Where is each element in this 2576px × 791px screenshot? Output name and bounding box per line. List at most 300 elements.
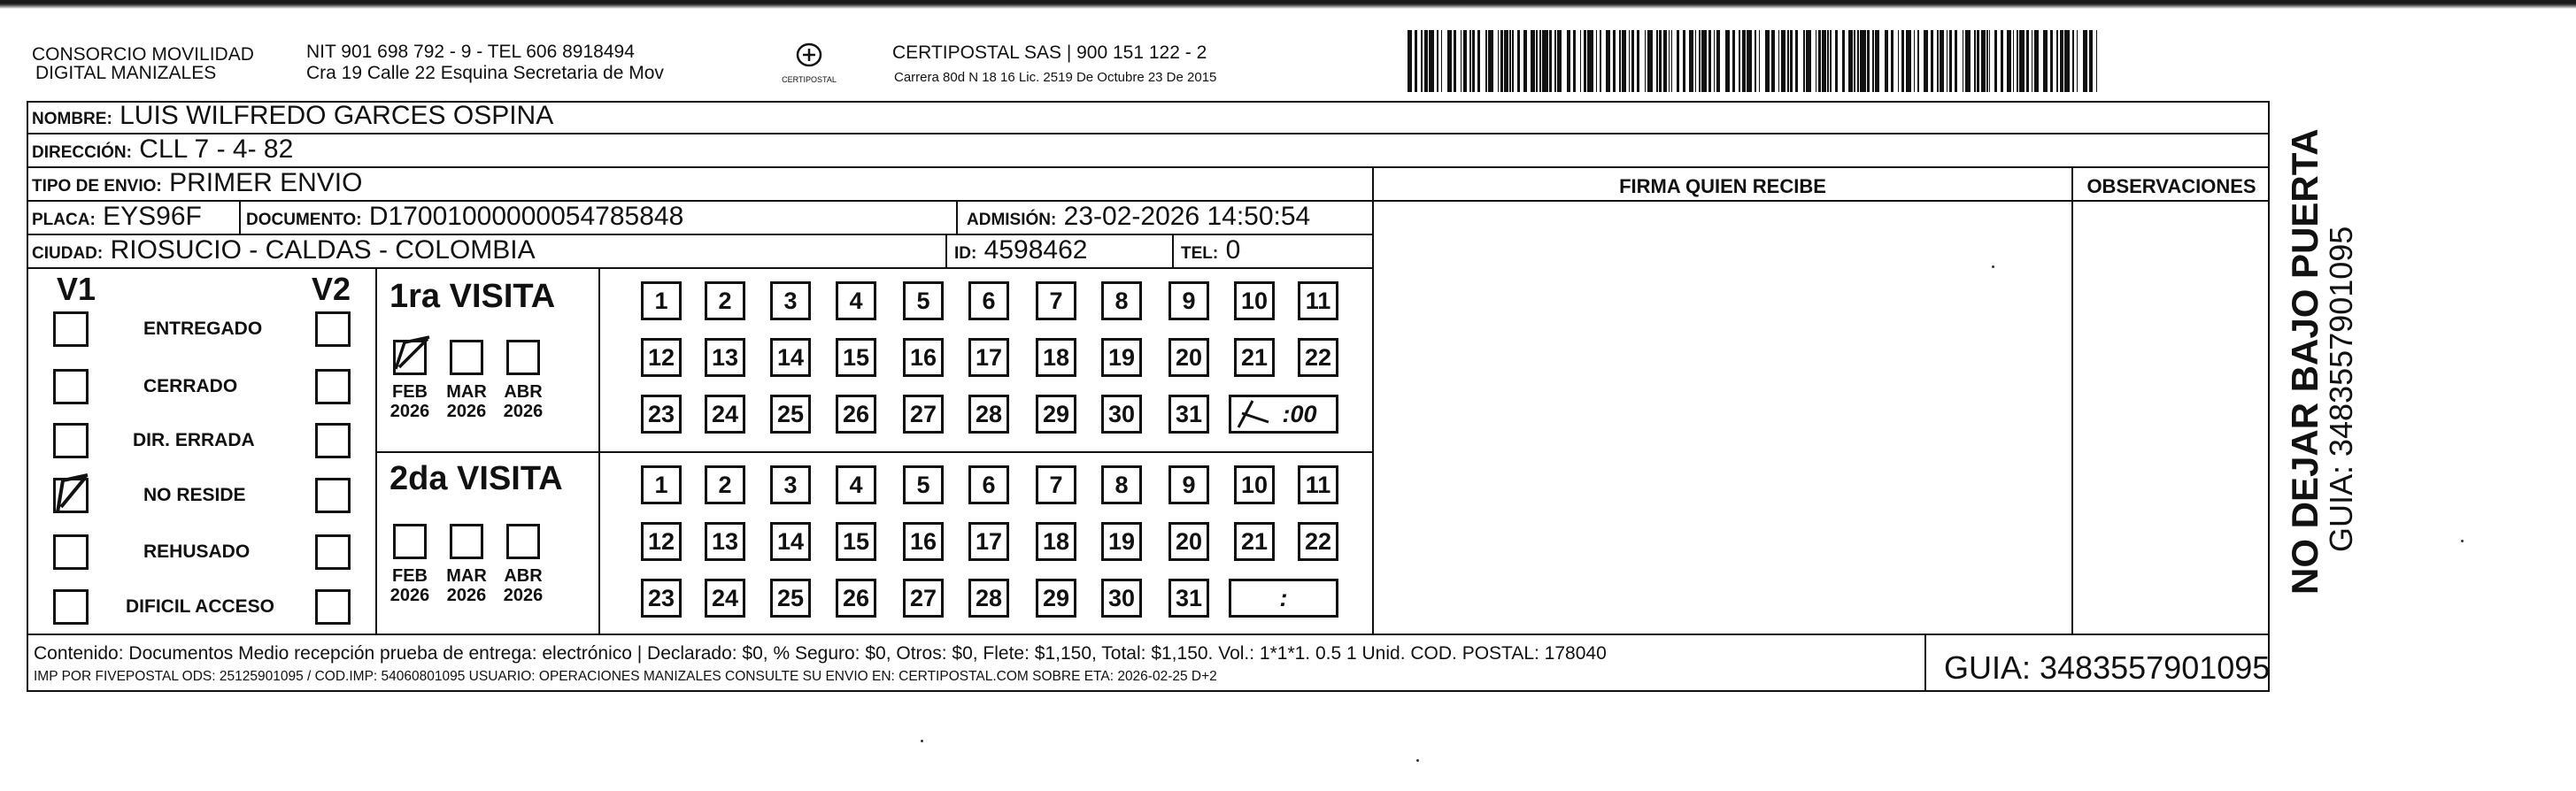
barcode-bar bbox=[1701, 30, 1707, 92]
v2-header: V2 bbox=[312, 271, 351, 307]
direccion-value: CLL 7 - 4- 82 bbox=[139, 134, 294, 164]
direccion-row bbox=[32, 134, 293, 168]
visit-2-day-24[interactable]: 24 bbox=[705, 579, 745, 618]
v2-checkbox-entregado[interactable] bbox=[315, 311, 351, 347]
visit-1-day-3[interactable]: 3 bbox=[770, 281, 811, 320]
barcode-bar bbox=[1803, 30, 1805, 92]
barcode-bar bbox=[1647, 30, 1653, 92]
visit-1-day-21[interactable]: 21 bbox=[1234, 338, 1275, 377]
ciudad-cell bbox=[32, 235, 536, 269]
visit-1-day-2[interactable]: 2 bbox=[705, 281, 745, 320]
month-year: 2026 bbox=[389, 402, 430, 421]
visit-2-day-23[interactable]: 23 bbox=[641, 579, 682, 618]
divider bbox=[956, 202, 958, 234]
status-label: ENTREGADO bbox=[143, 319, 263, 339]
barcode-bar bbox=[1795, 30, 1798, 92]
admision-label: ADMISIÓN: bbox=[967, 211, 1057, 229]
barcode-bar bbox=[1901, 30, 1904, 92]
barcode-bar bbox=[2017, 30, 2018, 92]
month-year: 2026 bbox=[389, 586, 430, 605]
certipostal-logo-icon bbox=[767, 39, 852, 88]
visit-2-day-11[interactable]: 11 bbox=[1298, 465, 1338, 504]
month-name: FEB bbox=[392, 382, 428, 402]
visit-1-day-9[interactable]: 9 bbox=[1168, 281, 1209, 320]
barcode bbox=[1408, 30, 2103, 92]
barcode-bar bbox=[1977, 30, 1979, 92]
scan-speck bbox=[1992, 265, 1994, 268]
barcode-bar bbox=[1488, 30, 1493, 92]
visit-1-day-17[interactable]: 17 bbox=[968, 338, 1009, 377]
visit-2-month-checkbox[interactable] bbox=[506, 524, 540, 559]
id-value: 4598462 bbox=[983, 235, 1088, 265]
barcode-bar bbox=[1587, 30, 1593, 92]
barcode-bar bbox=[1822, 30, 1826, 92]
barcode-bar bbox=[1517, 30, 1520, 92]
visit-2-day-17[interactable]: 17 bbox=[968, 522, 1009, 561]
divider bbox=[1172, 235, 1174, 267]
month-year: 2026 bbox=[446, 402, 487, 421]
tel-cell bbox=[1181, 235, 1240, 269]
barcode-bar bbox=[1955, 30, 1957, 92]
barcode-bar bbox=[1857, 30, 1859, 92]
barcode-bar bbox=[1622, 30, 1626, 92]
v1-header: V1 bbox=[57, 271, 96, 307]
ciudad-value: RIOSUCIO - CALDAS - COLOMBIA bbox=[110, 235, 536, 265]
barcode-bar bbox=[1747, 30, 1752, 92]
footer-contenido: Contenido: Documentos Medio recepción prueba de entrega: electrónico | Declarado: $0, % Seguro: $0, Otros: $0, Flete: $1,150, Total: $1,150. Vol.: 1*1*1. 0.5 1 Unid. COD. POSTAL: 178040 bbox=[34, 643, 1607, 664]
visit-2-month-label bbox=[383, 566, 436, 605]
visit-1-day-11[interactable]: 11 bbox=[1298, 281, 1338, 320]
barcode-bar bbox=[1504, 30, 1508, 92]
visit-2-day-30[interactable]: 30 bbox=[1101, 579, 1142, 618]
month-name: ABR bbox=[504, 566, 543, 586]
barcode-bar bbox=[1631, 30, 1634, 92]
barcode-bar bbox=[1931, 30, 1933, 92]
visit-1-day-19[interactable]: 19 bbox=[1101, 338, 1142, 377]
barcode-bar bbox=[1542, 30, 1547, 92]
barcode-bar bbox=[1549, 30, 1552, 92]
visit-1-month-checkbox[interactable] bbox=[450, 340, 483, 375]
barcode-bar bbox=[1415, 30, 1417, 92]
status-label: NO RESIDE bbox=[143, 485, 246, 505]
visit-2-day-27[interactable]: 27 bbox=[903, 579, 944, 618]
barcode-bar bbox=[1656, 30, 1658, 92]
barcode-bar bbox=[1619, 30, 1621, 92]
barcode-bar bbox=[1523, 30, 1526, 92]
barcode-bar bbox=[2026, 30, 2029, 92]
id-label: ID: bbox=[954, 244, 977, 263]
barcode-bar bbox=[1949, 30, 1952, 92]
barcode-bar bbox=[1790, 30, 1793, 92]
no-dejar-bajo-puerta: NO DEJAR BAJO PUERTA bbox=[2284, 128, 2325, 595]
visit-2-day-18[interactable]: 18 bbox=[1036, 522, 1076, 561]
barcode-bar bbox=[2043, 30, 2048, 92]
visit-time-value: : bbox=[1279, 585, 1288, 611]
barcode-bar bbox=[1759, 30, 1761, 92]
scan-speck bbox=[2461, 540, 2464, 542]
barcode-bar bbox=[2089, 30, 2092, 92]
tipo-row bbox=[32, 168, 362, 202]
barcode-bar bbox=[1739, 30, 1740, 92]
divider bbox=[27, 133, 2270, 134]
admision-value: 23-02-2026 14:50:54 bbox=[1063, 202, 1311, 231]
visit-1-day-8[interactable]: 8 bbox=[1101, 281, 1142, 320]
barcode-bar bbox=[1472, 30, 1475, 92]
visit-2-day-16[interactable]: 16 bbox=[903, 522, 944, 561]
barcode-bar bbox=[2060, 30, 2063, 92]
barcode-bar bbox=[1429, 30, 1434, 92]
barcode-bar bbox=[1645, 30, 1647, 92]
barcode-bar bbox=[1827, 30, 1829, 92]
v2-checkbox-dificil-acceso[interactable] bbox=[315, 589, 351, 625]
barcode-bar bbox=[1500, 30, 1503, 92]
status-label: REHUSADO bbox=[143, 541, 251, 562]
barcode-bar bbox=[1689, 30, 1693, 92]
barcode-bar bbox=[1554, 30, 1556, 92]
visit-2-day-28[interactable]: 28 bbox=[968, 579, 1009, 618]
footer-guia: GUIA: 3483557901095 bbox=[1944, 649, 2271, 686]
visit-2-day-10[interactable]: 10 bbox=[1234, 465, 1275, 504]
v1-checkbox-no-reside[interactable] bbox=[53, 478, 89, 513]
barcode-bar bbox=[1875, 30, 1879, 92]
side-guia: GUIA: 3483557901095 bbox=[2323, 226, 2359, 552]
barcode-bar bbox=[1778, 30, 1780, 92]
visit-1-day-16[interactable]: 16 bbox=[903, 338, 944, 377]
barcode-bar bbox=[1816, 30, 1817, 92]
barcode-bar bbox=[1898, 30, 1900, 92]
barcode-bar bbox=[1421, 30, 1423, 92]
id-cell bbox=[954, 235, 1087, 269]
visit-1-day-30[interactable]: 30 bbox=[1101, 395, 1142, 434]
visit-1-day-22[interactable]: 22 bbox=[1298, 338, 1338, 377]
barcode-bar bbox=[1671, 30, 1673, 92]
barcode-bar bbox=[1986, 30, 1988, 92]
visit-1-day-4[interactable]: 4 bbox=[836, 281, 876, 320]
barcode-bar bbox=[1937, 30, 1939, 92]
barcode-bar bbox=[2034, 30, 2039, 92]
documento-label: DOCUMENTO: bbox=[246, 211, 362, 229]
barcode-bar bbox=[1818, 30, 1821, 92]
visit-2-day-8[interactable]: 8 bbox=[1101, 465, 1142, 504]
v1-checkbox-cerrado[interactable] bbox=[53, 369, 89, 404]
visit-1-day-1[interactable]: 1 bbox=[641, 281, 682, 320]
barcode-bar bbox=[2056, 30, 2058, 92]
barcode-bar bbox=[1596, 30, 1598, 92]
visit-1-month-label bbox=[497, 382, 550, 421]
visit-2-day-19[interactable]: 19 bbox=[1101, 522, 1142, 561]
barcode-bar bbox=[1917, 30, 1919, 92]
barcode-bar bbox=[1461, 30, 1462, 92]
courier-license: Carrera 80d N 18 16 Lic. 2519 De Octubre 23 De 2015 bbox=[894, 70, 1217, 85]
barcode-bar bbox=[1441, 30, 1443, 92]
barcode-bar bbox=[1963, 30, 1964, 92]
logo-text: CERTIPOSTAL bbox=[782, 75, 837, 84]
barcode-bar bbox=[1629, 30, 1631, 92]
barcode-bar bbox=[1771, 30, 1774, 92]
status-label: DIR. ERRADA bbox=[133, 430, 255, 450]
barcode-bar bbox=[2019, 30, 2025, 92]
ciudad-label: CIUDAD: bbox=[32, 244, 104, 263]
visit-1-day-28[interactable]: 28 bbox=[968, 395, 1009, 434]
visit-2-month-label bbox=[440, 566, 493, 605]
visit-1-title: 1ra VISITA bbox=[389, 278, 556, 315]
barcode-bar bbox=[1787, 30, 1789, 92]
documento-cell bbox=[246, 202, 683, 235]
barcode-bar bbox=[1716, 30, 1721, 92]
barcode-bar bbox=[1885, 30, 1889, 92]
barcode-bar bbox=[1781, 30, 1785, 92]
barcode-bar bbox=[2083, 30, 2087, 92]
v2-checkbox-dir-errada[interactable] bbox=[315, 423, 351, 458]
visit-2-month-checkbox[interactable] bbox=[450, 524, 483, 559]
barcode-bar bbox=[1842, 30, 1845, 92]
visit-2-day-22[interactable]: 22 bbox=[1298, 522, 1338, 561]
observaciones-header: OBSERVACIONES bbox=[2086, 175, 2256, 197]
barcode-bar bbox=[1830, 30, 1832, 92]
barcode-bar bbox=[1755, 30, 1756, 92]
visit-2-day-25[interactable]: 25 bbox=[770, 579, 811, 618]
firma-left-border bbox=[1372, 166, 1374, 635]
visit-1-month-label bbox=[440, 382, 493, 421]
v1-checkbox-rehusado[interactable] bbox=[53, 534, 89, 570]
visit-2-day-21[interactable]: 21 bbox=[1234, 522, 1275, 561]
barcode-bar bbox=[1981, 30, 1986, 92]
divider bbox=[27, 267, 1374, 269]
visit-2-month-checkbox[interactable] bbox=[393, 524, 427, 559]
barcode-bar bbox=[1567, 30, 1571, 92]
visit-2-month-label bbox=[497, 566, 550, 605]
barcode-bar bbox=[1742, 30, 1745, 92]
visit-1-day-12[interactable]: 12 bbox=[641, 338, 682, 377]
v2-checkbox-no-reside[interactable] bbox=[315, 478, 351, 513]
v1-checkbox-dificil-acceso[interactable] bbox=[53, 589, 89, 625]
barcode-bar bbox=[2050, 30, 2053, 92]
visit-1-day-29[interactable]: 29 bbox=[1036, 395, 1076, 434]
barcode-bar bbox=[1974, 30, 1976, 92]
visit-1-month-label bbox=[383, 382, 436, 421]
barcode-bar bbox=[1531, 30, 1535, 92]
direccion-label: DIRECCIÓN: bbox=[32, 143, 132, 162]
visit-2-day-3[interactable]: 3 bbox=[770, 465, 811, 504]
v1-checkbox-dir-errada[interactable] bbox=[53, 423, 89, 458]
barcode-bar bbox=[1454, 30, 1456, 92]
visit-1-day-24[interactable]: 24 bbox=[705, 395, 745, 434]
barcode-bar bbox=[2064, 30, 2070, 92]
visit-1-day-10[interactable]: 10 bbox=[1234, 281, 1275, 320]
visit-2-day-13[interactable]: 13 bbox=[705, 522, 745, 561]
visit-2-day-15[interactable]: 15 bbox=[836, 522, 876, 561]
barcode-bar bbox=[2013, 30, 2015, 92]
visit-1-day-27[interactable]: 27 bbox=[903, 395, 944, 434]
barcode-bar bbox=[1580, 30, 1582, 92]
v1-checkbox-entregado[interactable] bbox=[53, 311, 89, 347]
observaciones-left-border bbox=[2071, 166, 2073, 635]
barcode-bar bbox=[2007, 30, 2011, 92]
barcode-bar bbox=[1677, 30, 1679, 92]
barcode-bar bbox=[1613, 30, 1616, 92]
divider bbox=[27, 166, 2270, 168]
visit-2-day-12[interactable]: 12 bbox=[641, 522, 682, 561]
visit-1-day-15[interactable]: 15 bbox=[836, 338, 876, 377]
tipo-label: TIPO DE ENVIO: bbox=[32, 177, 162, 196]
barcode-bar bbox=[1469, 30, 1471, 92]
barcode-bar bbox=[1891, 30, 1893, 92]
barcode-bar bbox=[1848, 30, 1853, 92]
visit-2-time-box[interactable] bbox=[1229, 579, 1338, 618]
sender-address: Cra 19 Calle 22 Esquina Secretaria de Mov bbox=[306, 63, 664, 83]
v2-checkbox-cerrado[interactable] bbox=[315, 369, 351, 404]
barcode-bar bbox=[1606, 30, 1610, 92]
barcode-bar bbox=[1872, 30, 1874, 92]
barcode-bar bbox=[1557, 30, 1562, 92]
visit-2-day-20[interactable]: 20 bbox=[1168, 522, 1209, 561]
tel-label: TEL: bbox=[1181, 244, 1219, 263]
nombre-label: NOMBRE: bbox=[32, 110, 112, 128]
footer-imp: IMP POR FIVEPOSTAL ODS: 25125901095 / COD.IMP: 54060801095 USUARIO: OPERACIONES MANIZALES CONSULTE SU ENVIO EN: CERTIPOSTAL.COM SOBRE ETA: 2026-02-25 D+2 bbox=[34, 669, 1217, 684]
visit-1-day-7[interactable]: 7 bbox=[1036, 281, 1076, 320]
visit-1-day-14[interactable]: 14 bbox=[770, 338, 811, 377]
barcode-bar bbox=[1485, 30, 1487, 92]
barcode-bar bbox=[1637, 30, 1639, 92]
visit-1-day-20[interactable]: 20 bbox=[1168, 338, 1209, 377]
visit-1-day-5[interactable]: 5 bbox=[903, 281, 944, 320]
visit-1-month-checkbox[interactable] bbox=[506, 340, 540, 375]
scan-speck bbox=[1416, 759, 1419, 762]
visit-2-day-5[interactable]: 5 bbox=[903, 465, 944, 504]
visit-2-day-26[interactable]: 26 bbox=[836, 579, 876, 618]
visit-1-day-18[interactable]: 18 bbox=[1036, 338, 1076, 377]
visit-2-day-31[interactable]: 31 bbox=[1168, 579, 1209, 618]
barcode-bar bbox=[1539, 30, 1541, 92]
barcode-bar bbox=[1424, 30, 1427, 92]
barcode-bar bbox=[1536, 30, 1538, 92]
barcode-bar bbox=[1437, 30, 1438, 92]
visit-1-day-31[interactable]: 31 bbox=[1168, 395, 1209, 434]
barcode-bar bbox=[1994, 30, 1997, 92]
barcode-bar bbox=[1600, 30, 1601, 92]
visit-1-time-box[interactable] bbox=[1229, 395, 1338, 434]
visit-1-day-6[interactable]: 6 bbox=[968, 281, 1009, 320]
barcode-bar bbox=[1498, 30, 1500, 92]
visit-2-day-9[interactable]: 9 bbox=[1168, 465, 1209, 504]
barcode-bar bbox=[1860, 30, 1865, 92]
tipo-value: PRIMER ENVIO bbox=[169, 168, 363, 197]
placa-label: PLACA: bbox=[32, 211, 96, 229]
courier-name: CERTIPOSTAL SAS | 900 151 122 - 2 bbox=[892, 42, 1207, 63]
barcode-bar bbox=[1806, 30, 1811, 92]
visit-2-day-1[interactable]: 1 bbox=[641, 465, 682, 504]
month-name: MAR bbox=[446, 382, 487, 402]
barcode-bar bbox=[1663, 30, 1668, 92]
barcode-bar bbox=[2072, 30, 2074, 92]
month-name: MAR bbox=[446, 566, 487, 586]
visit-1-day-25[interactable]: 25 bbox=[770, 395, 811, 434]
admision-cell bbox=[967, 202, 1310, 235]
month-year: 2026 bbox=[503, 402, 544, 421]
barcode-bar bbox=[1725, 30, 1730, 92]
barcode-bar bbox=[2032, 30, 2033, 92]
barcode-bar bbox=[1924, 30, 1928, 92]
barcode-bar bbox=[1447, 30, 1452, 92]
barcode-bar bbox=[1732, 30, 1735, 92]
sender-name: CONSORCIO MOVILIDAD bbox=[32, 44, 254, 65]
status-label: CERRADO bbox=[143, 376, 238, 396]
divider bbox=[945, 235, 947, 267]
visit-1-day-13[interactable]: 13 bbox=[705, 338, 745, 377]
visit-2-day-2[interactable]: 2 bbox=[705, 465, 745, 504]
barcode-bar bbox=[1509, 30, 1511, 92]
month-year: 2026 bbox=[446, 586, 487, 605]
divider bbox=[239, 202, 241, 234]
barcode-bar bbox=[1854, 30, 1855, 92]
barcode-bar bbox=[1584, 30, 1586, 92]
barcode-bar bbox=[1965, 30, 1971, 92]
visit-1-day-26[interactable]: 26 bbox=[836, 395, 876, 434]
divider bbox=[1924, 635, 1926, 692]
sender-name-line2: DIGITAL MANIZALES bbox=[35, 63, 217, 83]
month-name: ABR bbox=[504, 382, 543, 402]
barcode-bar bbox=[1914, 30, 1916, 92]
barcode-bar bbox=[1669, 30, 1670, 92]
status-label: DIFICIL ACCESO bbox=[126, 596, 275, 617]
barcode-bar bbox=[1714, 30, 1716, 92]
barcode-bar bbox=[1947, 30, 1948, 92]
barcode-bar bbox=[1512, 30, 1514, 92]
visit-1-month-checkbox[interactable] bbox=[393, 340, 427, 375]
visit-2-day-29[interactable]: 29 bbox=[1036, 579, 1076, 618]
nombre-value: LUIS WILFREDO GARCES OSPINA bbox=[120, 101, 554, 130]
barcode-bar bbox=[2077, 30, 2079, 92]
visit-2-title: 2da VISITA bbox=[389, 460, 563, 497]
barcode-bar bbox=[1659, 30, 1662, 92]
barcode-bar bbox=[1699, 30, 1701, 92]
nombre-row bbox=[32, 101, 553, 134]
placa-value: EYS96F bbox=[103, 202, 202, 231]
divider bbox=[375, 451, 1374, 453]
scan-top-edge bbox=[0, 0, 2576, 9]
barcode-bar bbox=[1835, 30, 1838, 92]
barcode-bar bbox=[1463, 30, 1468, 92]
firma-header: FIRMA QUIEN RECIBE bbox=[1619, 175, 1826, 197]
visit-2-day-14[interactable]: 14 bbox=[770, 522, 811, 561]
barcode-bar bbox=[1940, 30, 1944, 92]
v2-checkbox-rehusado[interactable] bbox=[315, 534, 351, 570]
visit-time-value: :00 bbox=[1282, 401, 1317, 427]
visit-2-day-6[interactable]: 6 bbox=[968, 465, 1009, 504]
barcode-bar bbox=[1708, 30, 1711, 92]
month-year: 2026 bbox=[503, 586, 544, 605]
sender-nit-tel: NIT 901 698 792 - 9 - TEL 606 8918494 bbox=[306, 42, 635, 62]
barcode-bar bbox=[2001, 30, 2003, 92]
barcode-bar bbox=[1573, 30, 1576, 92]
barcode-bar bbox=[1906, 30, 1911, 92]
barcode-bar bbox=[1683, 30, 1685, 92]
month-name: FEB bbox=[392, 566, 428, 586]
tel-value: 0 bbox=[1225, 235, 1241, 265]
barcode-bar bbox=[1477, 30, 1480, 92]
barcode-bar bbox=[1867, 30, 1870, 92]
placa-cell bbox=[32, 202, 202, 235]
barcode-bar bbox=[1408, 30, 1412, 92]
documento-value: D17001000000054785848 bbox=[368, 202, 684, 231]
visit-2-day-4[interactable]: 4 bbox=[836, 465, 876, 504]
visit-1-day-23[interactable]: 23 bbox=[641, 395, 682, 434]
barcode-bar bbox=[1765, 30, 1770, 92]
visit-2-day-7[interactable]: 7 bbox=[1036, 465, 1076, 504]
barcode-bar bbox=[1989, 30, 1991, 92]
scan-speck bbox=[921, 740, 923, 742]
barcode-bar bbox=[2096, 30, 2098, 92]
